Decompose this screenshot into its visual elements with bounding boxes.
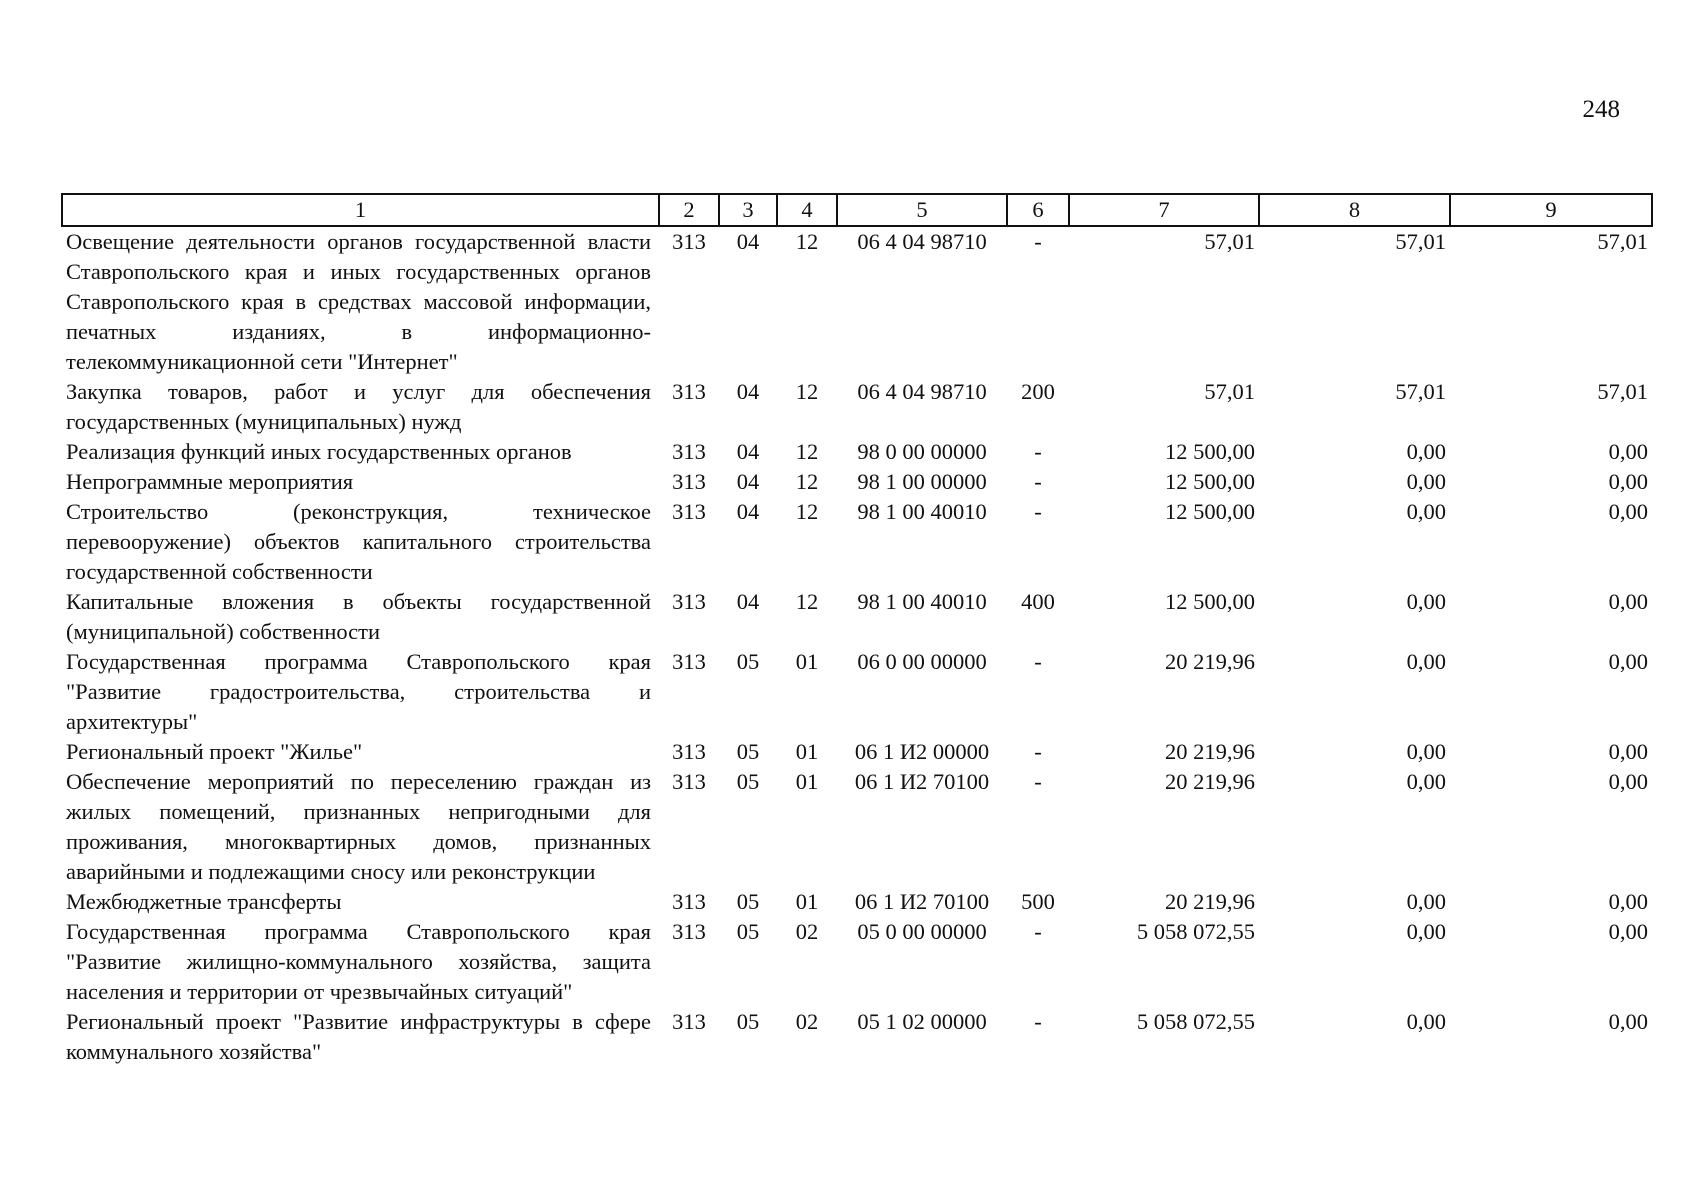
row-code-2: 313: [672, 739, 706, 764]
row-code-2: 313: [672, 919, 706, 944]
table-row: [62, 497, 1652, 587]
row-name: Государственная программа Ставропольского края "Развитие градостроительства, строительства и архитектуры": [66, 649, 651, 734]
row-code-3: 04: [736, 229, 760, 254]
header-col-2: 2: [659, 194, 719, 226]
header-col-4: 4: [777, 194, 837, 226]
row-name: Освещение деятельности органов государственной власти Ставропольского края и иных государственных органов Ставропольского края в средствах массовой информации, печатных изданиях, в информационно-телекоммуникационной сети "Интернет": [66, 229, 651, 374]
header-col-8: 8: [1259, 194, 1450, 226]
row-code-4: 12: [795, 379, 819, 404]
row-code-6: -: [1034, 469, 1042, 494]
row-code-3: 04: [736, 499, 760, 524]
row-amount-7: 20 219,96: [1165, 889, 1255, 914]
row-amount-7: 12 500,00: [1165, 499, 1255, 524]
table-row: [62, 467, 1652, 497]
row-amount-8: 0,00: [1406, 439, 1446, 464]
row-amount-8: 0,00: [1406, 469, 1446, 494]
header-row: [62, 194, 1652, 226]
row-name: Обеспечение мероприятий по переселению граждан из жилых помещений, признанных непригодными для проживания, многоквартирных домов, признанных аварийными и подлежащими сносу или реконструкции: [66, 769, 651, 884]
row-code-5: 06 1 И2 70100: [854, 769, 990, 794]
row-amount-9: 0,00: [1608, 649, 1648, 674]
row-code-3: 05: [736, 769, 760, 794]
row-code-2: 313: [672, 499, 706, 524]
row-amount-7: 12 500,00: [1165, 439, 1255, 464]
row-name: Строительство (реконструкция, техническое перевооружение) объектов капитального строительства государственной собственности: [66, 499, 651, 584]
row-amount-9: 0,00: [1608, 889, 1648, 914]
row-code-5: 05 1 02 00000: [857, 1009, 987, 1034]
row-amount-9: 0,00: [1608, 499, 1648, 524]
row-code-6: -: [1034, 499, 1042, 524]
row-code-5: 98 1 00 00000: [857, 469, 987, 494]
row-name: Капитальные вложения в объекты государственной (муниципальной) собственности: [66, 589, 651, 644]
row-code-3: 04: [736, 589, 760, 614]
row-amount-9: 0,00: [1608, 439, 1648, 464]
row-amount-8: 0,00: [1406, 499, 1446, 524]
row-code-3: 04: [736, 469, 760, 494]
table-row: [62, 737, 1652, 767]
row-code-3: 05: [736, 919, 760, 944]
row-code-6: -: [1034, 769, 1042, 794]
row-code-6: 500: [1021, 889, 1055, 914]
row-amount-9: 0,00: [1608, 1009, 1648, 1034]
table-row: [62, 887, 1652, 917]
row-name: Непрограммные мероприятия: [66, 469, 354, 494]
row-code-3: 04: [736, 379, 760, 404]
row-amount-8: 57,01: [1395, 229, 1446, 254]
row-amount-7: 5 058 072,55: [1136, 1009, 1255, 1034]
row-code-6: -: [1034, 739, 1042, 764]
row-code-6: -: [1034, 229, 1042, 254]
row-amount-9: 0,00: [1608, 769, 1648, 794]
row-code-5: 06 0 00 00000: [857, 649, 987, 674]
header-col-6: 6: [1007, 194, 1069, 226]
row-amount-8: 0,00: [1406, 769, 1446, 794]
row-amount-7: 20 219,96: [1165, 769, 1255, 794]
row-code-2: 313: [672, 889, 706, 914]
row-amount-8: 0,00: [1406, 589, 1446, 614]
row-name: Реализация функций иных государственных органов: [66, 439, 572, 464]
page-number: 248: [1582, 96, 1620, 123]
row-amount-7: 12 500,00: [1165, 589, 1255, 614]
row-code-2: 313: [672, 229, 706, 254]
row-code-5: 98 1 00 40010: [857, 589, 987, 614]
table-row: [62, 917, 1652, 1007]
row-amount-9: 0,00: [1608, 589, 1648, 614]
row-amount-9: 57,01: [1597, 229, 1648, 254]
row-code-3: 05: [736, 889, 760, 914]
row-code-2: 313: [672, 469, 706, 494]
row-code-2: 313: [672, 589, 706, 614]
row-amount-7: 20 219,96: [1165, 739, 1255, 764]
row-name: Региональный проект "Развитие инфраструктуры в сфере коммунального хозяйства": [66, 1009, 651, 1064]
table-row: [62, 1007, 1652, 1067]
row-code-4: 12: [795, 499, 819, 524]
row-code-5: 06 1 И2 00000: [854, 739, 990, 764]
header-col-1: 1: [62, 194, 659, 226]
table-row: [62, 647, 1652, 737]
row-name: Региональный проект "Жилье": [66, 739, 363, 764]
row-code-2: 313: [672, 439, 706, 464]
row-code-4: 01: [795, 649, 819, 674]
row-code-5: 98 1 00 40010: [857, 499, 987, 524]
row-amount-7: 12 500,00: [1165, 469, 1255, 494]
header-col-9: 9: [1450, 194, 1652, 226]
row-amount-7: 57,01: [1204, 379, 1255, 404]
row-code-4: 01: [795, 769, 819, 794]
row-amount-8: 0,00: [1406, 649, 1446, 674]
table-row: [62, 587, 1652, 647]
table-row: [62, 226, 1652, 377]
row-name: Закупка товаров, работ и услуг для обеспечения государственных (муниципальных) нужд: [66, 379, 651, 434]
row-code-3: 04: [736, 439, 760, 464]
header-col-7: 7: [1069, 194, 1259, 226]
table-row: [62, 377, 1652, 437]
row-amount-8: 57,01: [1395, 379, 1446, 404]
row-name: Государственная программа Ставропольского края "Развитие жилищно-коммунального хозяйства, защита населения и территории от чрезвычайных ситуаций": [66, 919, 651, 1004]
row-code-4: 02: [795, 919, 819, 944]
row-code-6: 200: [1021, 379, 1055, 404]
row-code-4: 12: [795, 469, 819, 494]
row-code-4: 12: [795, 589, 819, 614]
row-code-6: -: [1034, 649, 1042, 674]
row-code-2: 313: [672, 379, 706, 404]
row-code-5: 06 4 04 98710: [857, 379, 987, 404]
row-amount-9: 0,00: [1608, 469, 1648, 494]
row-code-3: 05: [736, 649, 760, 674]
row-amount-7: 5 058 072,55: [1136, 919, 1255, 944]
row-code-4: 12: [795, 439, 819, 464]
row-code-4: 02: [795, 1009, 819, 1034]
row-amount-9: 0,00: [1608, 739, 1648, 764]
row-amount-7: 20 219,96: [1165, 649, 1255, 674]
row-code-2: 313: [672, 769, 706, 794]
row-amount-8: 0,00: [1406, 739, 1446, 764]
row-code-6: 400: [1021, 589, 1055, 614]
row-code-5: 06 4 04 98710: [857, 229, 987, 254]
budget-table: [61, 193, 1653, 1067]
row-code-3: 05: [736, 739, 760, 764]
table-row: [62, 437, 1652, 467]
row-code-2: 313: [672, 649, 706, 674]
row-code-4: 01: [795, 739, 819, 764]
table-body: [62, 226, 1652, 1067]
row-code-4: 12: [795, 229, 819, 254]
row-code-6: -: [1034, 919, 1042, 944]
row-code-5: 98 0 00 00000: [857, 439, 987, 464]
row-amount-9: 0,00: [1608, 919, 1648, 944]
row-code-5: 05 0 00 00000: [857, 919, 987, 944]
row-amount-7: 57,01: [1204, 229, 1255, 254]
row-code-6: -: [1034, 1009, 1042, 1034]
row-code-4: 01: [795, 889, 819, 914]
header-col-5: 5: [837, 194, 1007, 226]
row-amount-9: 57,01: [1597, 379, 1648, 404]
row-amount-8: 0,00: [1406, 919, 1446, 944]
row-code-6: -: [1034, 439, 1042, 464]
table-row: [62, 767, 1652, 887]
row-code-2: 313: [672, 1009, 706, 1034]
header-col-3: 3: [719, 194, 777, 226]
table-header: [62, 194, 1652, 226]
row-code-5: 06 1 И2 70100: [854, 889, 990, 914]
row-code-3: 05: [736, 1009, 760, 1034]
row-name: Межбюджетные трансферты: [66, 889, 342, 914]
row-amount-8: 0,00: [1406, 889, 1446, 914]
row-amount-8: 0,00: [1406, 1009, 1446, 1034]
